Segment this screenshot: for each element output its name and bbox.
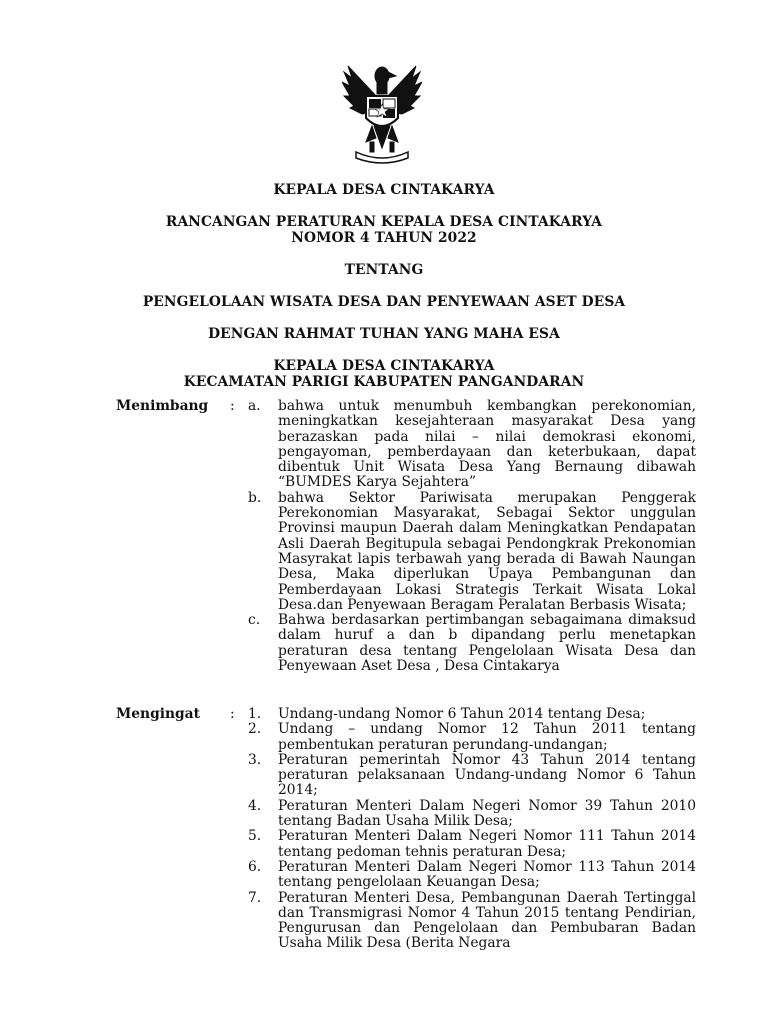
item-marker: 1. — [248, 706, 262, 722]
list-item — [248, 399, 696, 491]
invocation: DENGAN RAHMAT TUHAN YANG MAHA ESA — [208, 326, 560, 342]
signatory-region: KECAMATAN PARIGI KABUPATEN PANGANDARAN — [183, 374, 585, 390]
item-marker: 4. — [248, 797, 262, 814]
list-item — [248, 491, 696, 613]
item-text: Undang-undang Nomor 6 Tahun 2014 tentang Desa; — [278, 706, 646, 722]
list-item — [248, 891, 696, 952]
about-label: TENTANG — [344, 262, 424, 278]
item-marker: c. — [248, 612, 261, 629]
item-marker: a. — [248, 398, 261, 414]
issuer-title: KEPALA DESA CINTAKARYA — [273, 182, 495, 198]
regulation-subject: PENGELOLAAN WISATA DESA DAN PENYEWAAN ASET DESA — [142, 294, 626, 310]
item-text: Undang – undang Nomor 12 Tahun 2011 tentang pembentukan peraturan perundang-undangan; — [278, 721, 696, 753]
item-marker: b. — [248, 489, 262, 506]
garuda-pancasila-emblem — [342, 58, 422, 166]
item-marker: 6. — [248, 858, 262, 875]
regulation-title: RANCANGAN PERATURAN KEPALA DESA CINTAKARYA — [165, 214, 603, 230]
item-text: Bahwa berdasarkan pertimbangan sebagaimana dimaksud dalam huruf a dan b dipandang perlu menetapkan peraturan desa tentang Pengelolaan Wisata Desa dan Penyewaan Aset Desa , Desa Cintakarya — [278, 612, 696, 675]
document-heading — [0, 182, 768, 390]
list-item — [248, 860, 696, 891]
list-item — [248, 707, 696, 722]
item-text: Peraturan Menteri Dalam Negeri Nomor 39 Tahun 2010 tentang Badan Usaha Milik Desa; — [278, 797, 696, 830]
item-marker: 7. — [248, 889, 262, 906]
item-text: Peraturan Menteri Desa, Pembangunan Daerah Tertinggal dan Transmigrasi Nomor 4 Tahun 2015 tentang Pendirian, Pengurusan dan Pengelolaan dan Pembubaran Badan Usaha Milik Desa (Berita Negara — [278, 889, 696, 952]
item-marker: 2. — [248, 721, 262, 738]
item-text: bahwa Sektor Pariwisata merupakan Penggerak Perekonomian Masyarakat, Sebagai Sektor unggulan Provinsi maupun Daerah dalam Meningkatkan Pendapatan Asli Daerah Begitupula sebagai Pendongkrak Prekonomian Masyrakat lapis terbawah yang berada di Bawah Naungan Desa, Maka diperlukan Upaya Pembangunan dan Pemberdayaan Lokasi Strategis Terkait Wisata Lokal Desa.dan Penyewaan Beragam Peralatan Berbasis Wisata; — [278, 489, 696, 613]
menimbang-label: Menimbang — [116, 398, 209, 414]
item-marker: 3. — [248, 751, 262, 768]
item-text: Peraturan pemerintah Nomor 43 Tahun 2014 tentang peraturan pelaksanaan Undang-undang Nomor 6 Tahun 2014; — [278, 751, 696, 799]
signatory-title: KEPALA DESA CINTAKARYA — [273, 358, 495, 374]
item-marker: 5. — [248, 828, 262, 845]
list-item — [248, 613, 696, 674]
mengingat-label: Mengingat — [116, 706, 200, 722]
item-text: Peraturan Menteri Dalam Negeri Nomor 111 Tahun 2014 tentang pedoman tehnis peraturan Desa; — [278, 828, 696, 860]
list-item — [248, 799, 696, 830]
mengingat-colon: : — [230, 706, 235, 722]
menimbang-colon: : — [230, 398, 235, 414]
item-text: bahwa untuk menumbuh kembangkan perekonomian, meningkatkan kesejahteraan masyarakat Desa yang berazaskan pada nilai – nilai demokrasi ekonomi, pengayoman, pemberdayaan dan keterbukaan, dapat dibentuk Unit Wisata Desa Yang Bernaung dibawah “BUMDES Karya Sejahtera” — [278, 398, 696, 491]
list-item — [248, 829, 696, 860]
item-text: Peraturan Menteri Dalam Negeri Nomor 113 Tahun 2014 tentang pengelolaan Keuangan Desa; — [278, 858, 696, 891]
list-item — [248, 753, 696, 799]
regulation-number: NOMOR 4 TAHUN 2022 — [291, 230, 477, 246]
list-item — [248, 722, 696, 753]
